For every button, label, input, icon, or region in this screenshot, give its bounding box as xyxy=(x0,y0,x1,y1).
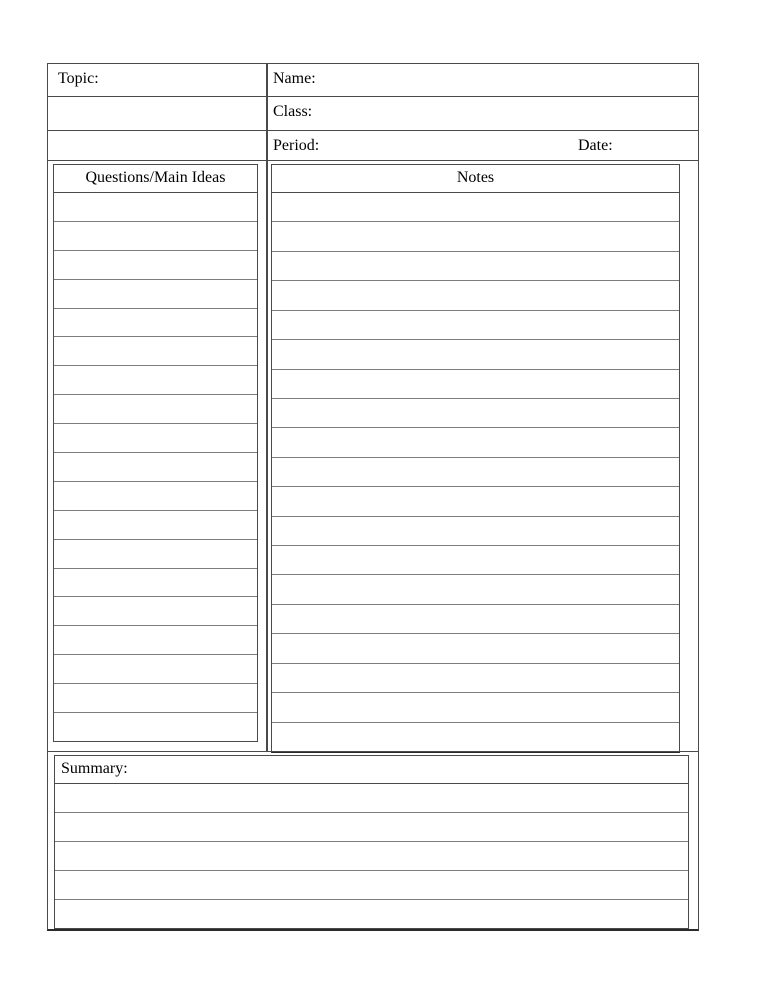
notes-blank-row xyxy=(272,311,679,340)
questions-blank-row xyxy=(54,655,257,684)
class-field xyxy=(267,97,698,130)
topic-label: Topic: xyxy=(58,70,99,87)
summary-blank-row xyxy=(55,900,688,928)
questions-table xyxy=(53,164,258,742)
questions-rows xyxy=(54,193,257,741)
header-row-period-date xyxy=(48,131,698,161)
notes-blank-row xyxy=(272,517,679,546)
questions-blank-row xyxy=(54,193,257,222)
questions-blank-row xyxy=(54,511,257,540)
questions-blank-row xyxy=(54,713,257,741)
notes-blank-row xyxy=(272,664,679,693)
notes-blank-row xyxy=(272,428,679,457)
topic-field xyxy=(48,64,267,96)
notes-blank-row xyxy=(272,399,679,428)
questions-blank-row xyxy=(54,597,257,626)
period-label: Period: xyxy=(273,137,320,154)
notes-blank-row xyxy=(272,281,679,310)
notes-column xyxy=(267,161,698,751)
summary-table xyxy=(54,755,689,929)
header-row-class xyxy=(48,97,698,131)
notes-header: Notes xyxy=(272,165,679,193)
summary-label: Summary: xyxy=(55,756,688,784)
questions-blank-row xyxy=(54,337,257,366)
period-field xyxy=(267,131,698,160)
summary-blank-row xyxy=(55,842,688,871)
questions-header: Questions/Main Ideas xyxy=(54,165,257,193)
notes-blank-row xyxy=(272,458,679,487)
questions-blank-row xyxy=(54,482,257,511)
notes-form xyxy=(47,63,699,931)
summary-blank-row xyxy=(55,784,688,813)
notes-blank-row xyxy=(272,575,679,604)
topic-spacer-cell xyxy=(48,131,267,160)
notes-rows xyxy=(272,193,679,751)
questions-column xyxy=(48,161,267,751)
questions-blank-row xyxy=(54,569,257,598)
questions-blank-row xyxy=(54,222,257,251)
questions-blank-row xyxy=(54,309,257,338)
notes-blank-row xyxy=(272,487,679,516)
date-label: Date: xyxy=(578,137,613,154)
questions-blank-row xyxy=(54,366,257,395)
notes-blank-row xyxy=(272,252,679,281)
questions-blank-row xyxy=(54,626,257,655)
notes-table xyxy=(271,164,680,753)
questions-blank-row xyxy=(54,424,257,453)
class-label: Class: xyxy=(273,103,313,120)
questions-blank-row xyxy=(54,251,257,280)
notes-blank-row xyxy=(272,193,679,222)
notes-blank-row xyxy=(272,693,679,722)
notes-blank-row xyxy=(272,723,679,751)
notes-blank-row xyxy=(272,546,679,575)
name-field xyxy=(267,64,698,96)
questions-blank-row xyxy=(54,684,257,713)
date-field xyxy=(578,137,617,155)
header-row-topic-name xyxy=(48,64,698,97)
summary-section xyxy=(48,751,698,929)
notes-blank-row xyxy=(272,634,679,663)
main-content-row xyxy=(48,161,698,751)
notes-blank-row xyxy=(272,340,679,369)
summary-rows xyxy=(55,784,688,928)
questions-blank-row xyxy=(54,280,257,309)
questions-blank-row xyxy=(54,453,257,482)
name-label: Name: xyxy=(273,70,316,87)
notes-blank-row xyxy=(272,370,679,399)
questions-blank-row xyxy=(54,540,257,569)
topic-spacer-cell xyxy=(48,97,267,130)
summary-blank-row xyxy=(55,871,688,900)
notes-blank-row xyxy=(272,222,679,251)
summary-blank-row xyxy=(55,813,688,842)
questions-blank-row xyxy=(54,395,257,424)
notes-blank-row xyxy=(272,605,679,634)
